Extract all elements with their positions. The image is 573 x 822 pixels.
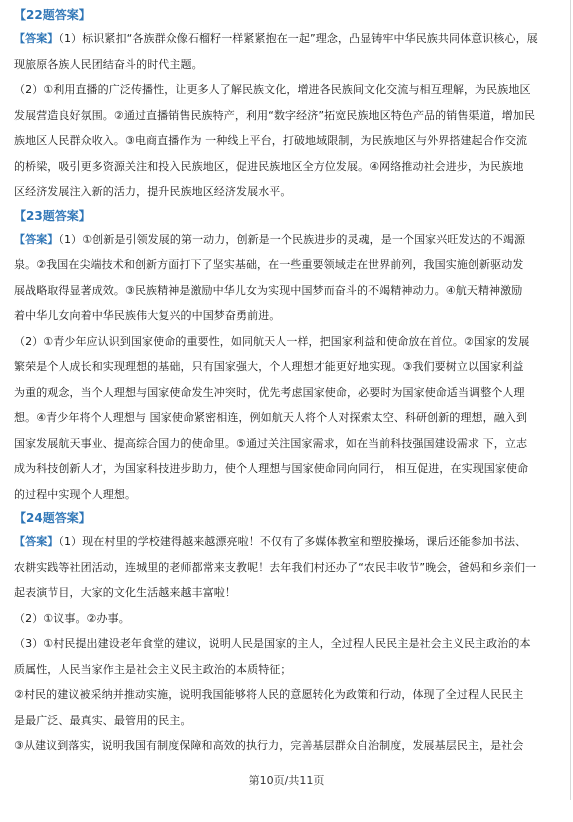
answer-paragraph xyxy=(14,26,562,205)
question-heading: 【24题答案】 xyxy=(14,511,91,525)
answer-text: 是最广泛、最真实、最管用的民主。 xyxy=(14,713,192,727)
answer-paragraph xyxy=(14,529,562,759)
answer-content xyxy=(14,4,562,759)
answer-text: （1）①创新是引领发展的第一动力，创新是一个民族进步的灵魂，是一个国家兴旺发达的不竭源 xyxy=(58,232,526,246)
answer-text: （2）①利用直播的广泛传播性，让更多人了解民族文化，增进各民族间文化交流与相互理解，为民族地区 xyxy=(14,83,531,96)
answer-line xyxy=(14,482,562,508)
answer-text: （3）①村民提出建设老年食堂的建议，说明人民是国家的主人，全过程人民民主是社会主义民主政治的本 xyxy=(14,637,531,650)
answer-line xyxy=(14,354,562,380)
answer-text: 起表演节目，大家的文化生活越来越丰富啦！ xyxy=(14,586,236,599)
answer-text: 展战略取得显著成效。③民族精神是激励中华儿女为实现中国梦而奋斗的不竭精神动力。④航天精神激励 xyxy=(14,283,523,297)
answer-line xyxy=(14,278,562,304)
answer-text: 现旅原各族人民团结奋斗的时代主题。 xyxy=(14,57,203,71)
answer-text: （2）①议事。②办事。 xyxy=(14,611,130,625)
answer-line xyxy=(14,682,562,708)
page-footer: 第10页/共11页 xyxy=(248,774,325,787)
answer-text: ②村民的建议被采纳并推动实施，说明我国能够将人民的意愿转化为政策和行动，体现了全过程人民民主 xyxy=(14,688,524,701)
answer-text: 想。④青少年将个人理想与 国家使命紧密相连，例如航天人将个人对探索太空、科研创新的理想，融入到 xyxy=(14,411,528,424)
answer-line xyxy=(14,657,562,683)
answer-line xyxy=(14,252,562,278)
answer-text: 族地区人民群众收入。③电商直播作为 一种线上平台，打破地域限制，为民族地区与外界搭建起合作交流 xyxy=(14,134,528,147)
answer-text: 着中华儿女向着中华民族伟大复兴的中国梦奋勇前进。 xyxy=(14,309,281,322)
answer-text: （2）①青少年应认识到国家使命的重要性，如同航天人一样，把国家利益和使命放在首位。②国家的发展 xyxy=(14,334,530,348)
answer-text: 成为科技创新人才，为国家科技进步助力，使个人理想与国家使命同向同行， 相互促进，在实现国家使命 xyxy=(14,462,529,475)
answer-line xyxy=(14,179,562,205)
answer-text: 区经济发展注入新的活力，提升民族地区经济发展水平。 xyxy=(14,185,292,198)
answer-line xyxy=(14,380,562,406)
answer-text: （1）现在村里的学校建得越来越漂亮啦！不仅有了多媒体教室和塑胶操场，课后还能参加书法、 xyxy=(58,535,527,548)
answer-paragraph xyxy=(14,227,562,508)
answer-text: ③从建议到落实，说明我国有制度保障和高效的执行力，完善基层群众自治制度，发展基层民主，是社会 xyxy=(14,739,524,752)
answer-line xyxy=(14,227,562,253)
answer-line xyxy=(14,580,562,606)
answer-line xyxy=(14,154,562,180)
answer-text: 为重的观念，当个人理想与国家使命发生冲突时，优先考虑国家使命，必要时为国家使命适当调整个人理 xyxy=(14,385,525,399)
answer-text: 的过程中实现个人理想。 xyxy=(14,487,137,501)
answer-line xyxy=(14,329,562,355)
question-heading: 【22题答案】 xyxy=(14,8,91,22)
answer-text: 国家发展航天事业、提高综合国力的使命里。⑤通过关注国家需求，如在当前科技强国建设需求 下，立志 xyxy=(14,436,528,450)
answer-line xyxy=(14,708,562,734)
answer-line xyxy=(14,456,562,482)
answer-line xyxy=(14,128,562,154)
answer-line xyxy=(14,103,562,129)
answer-line xyxy=(14,303,562,329)
answer-line xyxy=(14,431,562,457)
answer-text: （1）标识紧扣“各族群众像石榴籽一样紧紧抱在一起”理念，凸显铸牢中华民族共同体意识核心，展 xyxy=(58,32,538,45)
page-edge xyxy=(570,0,571,800)
answer-line xyxy=(14,631,562,657)
question-heading: 【23题答案】 xyxy=(14,208,91,223)
answer-line xyxy=(14,606,562,632)
answer-text: 发展营造良好氛围。②通过直播销售民族特产，利用“数字经济”拓宽民族地区特色产品的销售渠道，增加民 xyxy=(14,108,536,122)
answer-label: 【答案】 xyxy=(14,32,59,45)
answer-line xyxy=(14,555,562,581)
answer-line xyxy=(14,733,562,759)
answer-label: 【答案】 xyxy=(14,232,59,246)
answer-line xyxy=(14,405,562,431)
answer-text: 农耕实践等社团活动，连城里的老师都常来支教呢！去年我们村还办了“农民丰收节”晚会，爸妈和乡亲们一 xyxy=(14,560,537,574)
answer-text: 泉。②我国在尖端技术和创新方面打下了坚实基础，在一些重要领域走在世界前列，我国实施创新驱动发 xyxy=(14,258,524,271)
answer-line xyxy=(14,77,562,103)
answer-line xyxy=(14,52,562,78)
answer-line xyxy=(14,529,562,555)
answer-text: 的桥梁，吸引更多资源关注和投入民族地区，促进民族地区全方位发展。④网络推动社会进步，为民族地 xyxy=(14,159,524,173)
answer-text: 繁荣是个人成长和实现理想的基础，只有国家强大，个人理想才能更好地实现。③我们要树立以国家利益 xyxy=(14,360,524,373)
answer-label: 【答案】 xyxy=(14,535,59,548)
answer-line xyxy=(14,26,562,52)
answer-text: 质属性，人民当家作主是社会主义民主政治的本质特征； xyxy=(14,662,292,676)
